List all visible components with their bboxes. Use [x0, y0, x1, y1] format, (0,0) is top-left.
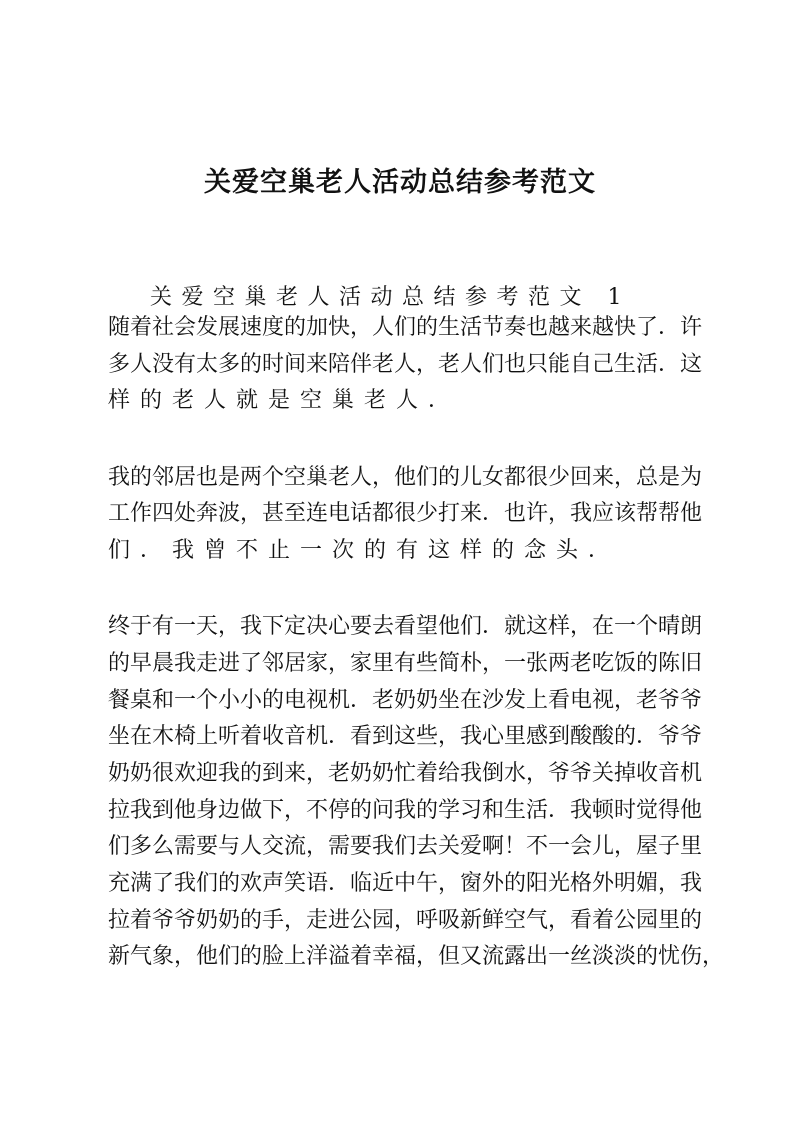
text-line: 随着社会发展速度的加快，人们的生活节奏也越来越快了．许 — [108, 315, 703, 340]
text-line: 样的老人就是空巢老人． — [108, 388, 461, 413]
text-line: 餐桌和一个小小的电视机．老奶奶坐在沙发上看电视，老爷爷 — [108, 688, 703, 713]
text-line: 充满了我们的欢声笑语．临近中午，窗外的阳光格外明媚，我 — [108, 871, 703, 896]
section-heading: 关爱空巢老人活动总结参考范文 1 — [150, 285, 631, 310]
document-title: 关爱空巢老人活动总结参考范文 — [204, 167, 596, 198]
text-line: 终于有一天，我下定决心要去看望他们．就这样，在一个晴朗 — [108, 614, 703, 639]
text-line: 拉着爷爷奶奶的手，走进公园，呼吸新鲜空气，看着公园里的 — [108, 908, 703, 933]
text-line: 多人没有太多的时间来陪伴老人，老人们也只能自己生活．这 — [108, 352, 703, 377]
text-line: 们多么需要与人交流，需要我们去关爱啊！不一会儿，屋子里 — [108, 834, 703, 859]
text-line: 我的邻居也是两个空巢老人，他们的儿女都很少回来，总是为 — [108, 465, 703, 490]
text-line: 奶奶很欢迎我的到来，老奶奶忙着给我倒水，爷爷关掉收音机 — [108, 761, 703, 786]
text-line: 坐在木椅上听着收音机．看到这些，我心里感到酸酸的．爷爷 — [108, 724, 703, 749]
text-line: 新气象，他们的脸上洋溢着幸福，但又流露出一丝淡淡的忧伤， — [108, 944, 725, 969]
text-line: 的早晨我走进了邻居家，家里有些简朴，一张两老吃饭的陈旧 — [108, 651, 703, 676]
text-line: 们．我曾不止一次的有这样的念头． — [108, 538, 621, 563]
text-line: 工作四处奔波，甚至连电话都很少打来．也许，我应该帮帮他 — [108, 501, 703, 526]
text-line: 拉我到他身边做下，不停的问我的学习和生活．我顿时觉得他 — [108, 798, 703, 823]
